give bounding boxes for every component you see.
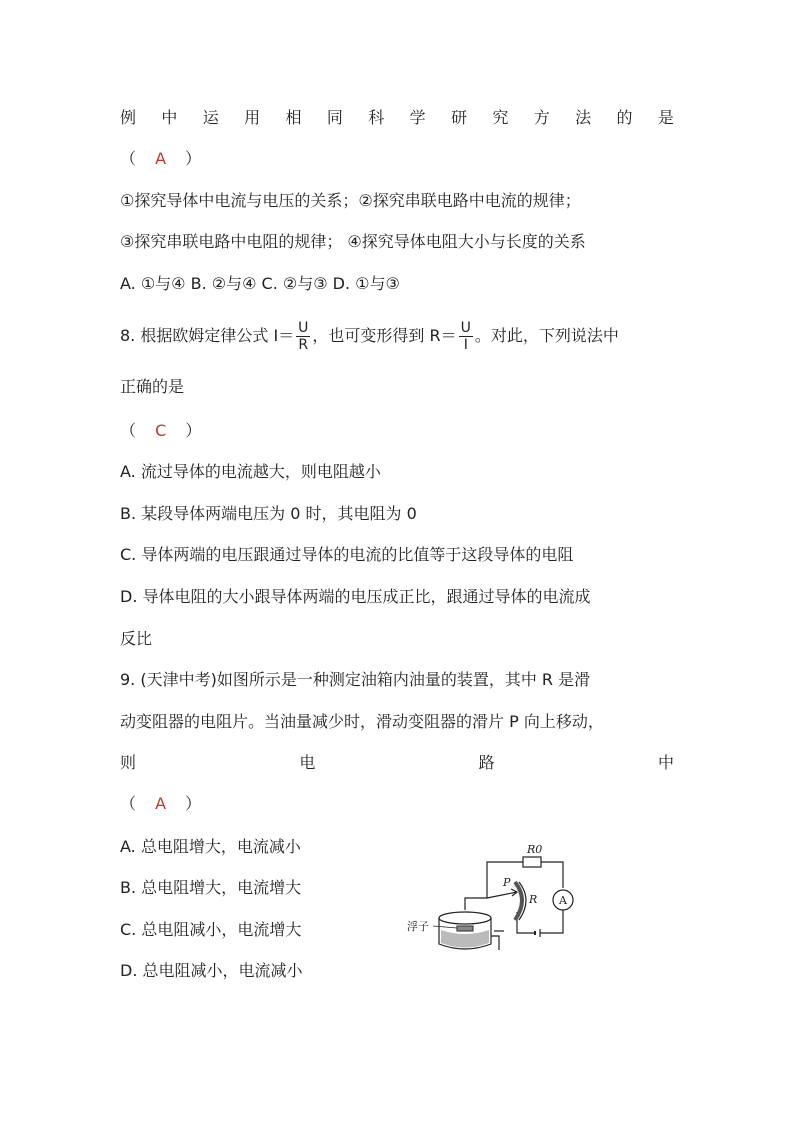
- float-label-pointer: [433, 926, 457, 928]
- q8-answer: C: [155, 421, 167, 440]
- q7-item2: ③探究串联电路中电阻的规律； ④探究导体电阻大小与长度的关系: [120, 232, 586, 251]
- q7-answer-parens: （ A ）: [120, 149, 202, 168]
- q9-option-c: C. 总电阻减小，电流增大: [120, 920, 302, 939]
- q7-answer: A: [155, 149, 167, 168]
- float-lever: [465, 898, 487, 910]
- q8-stem-line2: 正确的是: [120, 377, 185, 396]
- float-icon: [457, 926, 473, 931]
- q9-stem-line3: 则 电 路 中: [120, 753, 674, 772]
- label-float: 浮子: [407, 920, 429, 933]
- circuit-wire-right-top: [541, 862, 563, 888]
- label-r0: R0: [527, 843, 543, 856]
- label-ammeter: A: [559, 894, 567, 907]
- oil-liquid: [441, 930, 489, 948]
- q7-stem: 例 中 运 用 相 同 科 学 研 究 方 法 的 是: [120, 108, 674, 127]
- q8-stem: 8. 根据欧姆定律公式 I＝ $\frac{U}{R}$ ，也可变形得到 R＝ $\frac{U}{I}$ 。对此，下列说法中: [120, 320, 619, 353]
- q9-stem-line2: 动变阻器的电阻片。当油量减少时，滑动变阻器的滑片 P 向上移动，: [120, 712, 604, 731]
- circuit-wire-right-bottom: [540, 910, 563, 933]
- oil-gauge-circuit-diagram: [405, 840, 590, 970]
- q8-option-d-cont: 反比: [120, 629, 153, 648]
- q9-option-d: D. 总电阻减小，电流减小: [120, 961, 303, 980]
- q9-answer: A: [155, 794, 167, 813]
- fraction-u-over-i: $\frac{U}{I}$: [460, 320, 471, 353]
- q9-option-a: A. 总电阻增大，电流减小: [120, 837, 301, 856]
- label-p: P: [503, 876, 511, 889]
- q9-option-b: B. 总电阻增大，电流增大: [120, 878, 302, 897]
- resistor-r0: [523, 857, 541, 867]
- label-r: R: [529, 893, 538, 906]
- resistor-r-arc: [515, 882, 522, 920]
- q8-answer-parens: （ C ）: [120, 421, 202, 440]
- q8-option-b: B. 某段导体两端电压为 0 时，其电阻为 0: [120, 504, 417, 523]
- oil-tank-top: [439, 912, 491, 924]
- q8-option-c: C. 导体两端的电压跟通过导体的电流的比值等于这段导体的电阻: [120, 545, 574, 564]
- fraction-u-over-r: $\frac{U}{R}$: [298, 320, 309, 353]
- q8-option-a: A. 流过导体的电流越大，则电阻越小: [120, 462, 381, 481]
- q7-options: A. ①与④ B. ②与④ C. ②与③ D. ①与③: [120, 274, 400, 293]
- tap-icon: [491, 936, 499, 950]
- q8-option-d: D. 导体电阻的大小跟导体两端的电压成正比，跟通过导体的电流成: [120, 587, 591, 606]
- q7-item1: ①探究导体中电流与电压的关系；②探究串联电路中电流的规律；: [120, 191, 581, 210]
- q9-stem-line1: 9. (天津中考)如图所示是一种测定油箱内油量的装置，其中 R 是滑: [120, 670, 591, 689]
- q9-answer-parens: （ A ）: [120, 794, 202, 813]
